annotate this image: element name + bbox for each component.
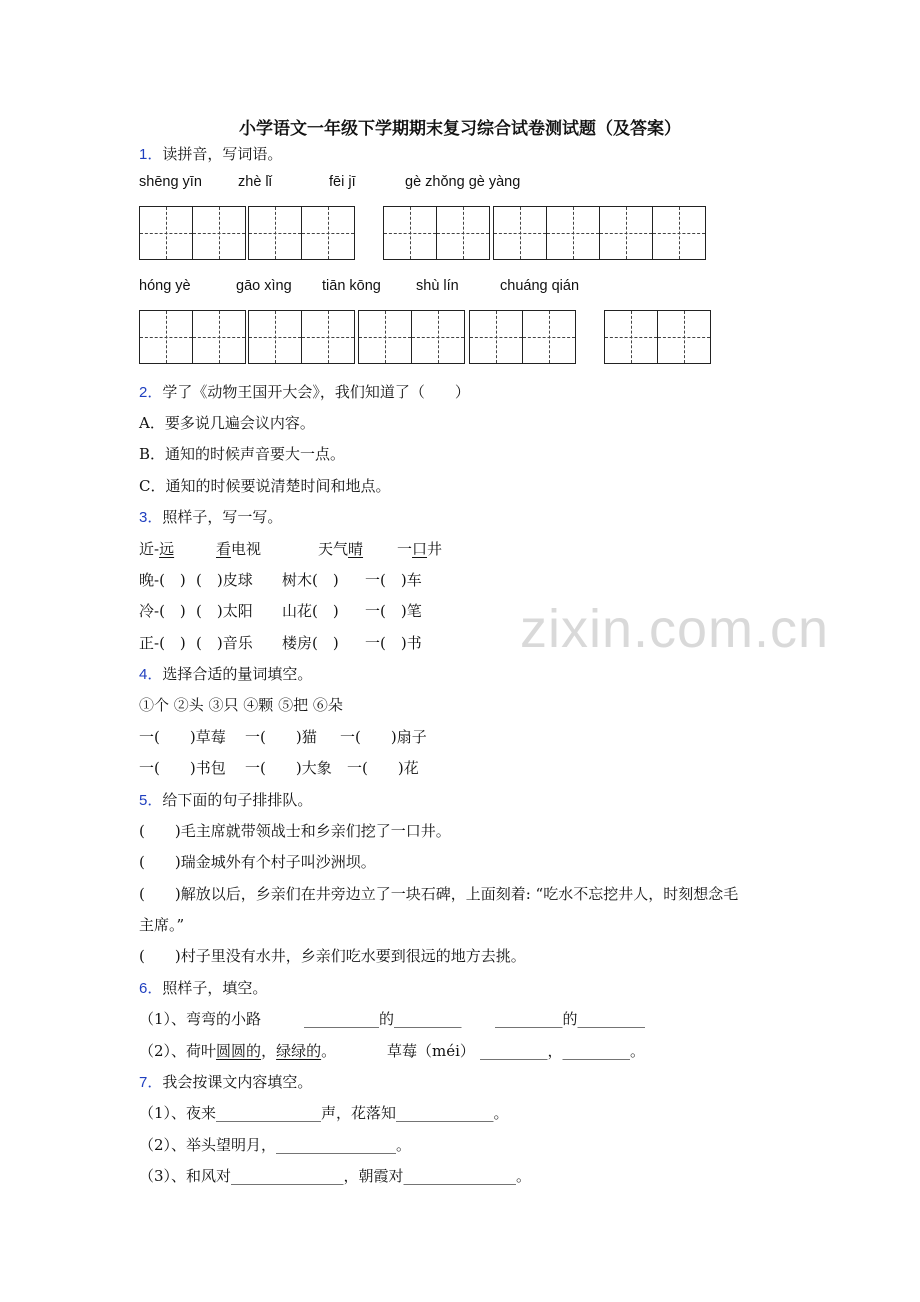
fill-blank[interactable]: 一( )花 xyxy=(347,759,419,777)
fill-blank[interactable]: 一( )扇子 xyxy=(340,728,427,746)
pinyin-label: chuáng qián xyxy=(500,278,580,294)
question-7-heading xyxy=(139,1071,312,1092)
pinyin-label: gè zhǒng gè yàng xyxy=(405,174,521,190)
writing-cell[interactable] xyxy=(412,310,465,364)
fill-blank[interactable]: _________，_________。 xyxy=(480,1042,646,1060)
question-4-heading xyxy=(139,663,312,684)
writing-cell[interactable] xyxy=(547,206,600,260)
example-phrase: 看电视 xyxy=(216,540,262,558)
question-number: 3． xyxy=(139,509,163,526)
writing-cell[interactable] xyxy=(302,206,355,260)
option-a[interactable]: A．要多说几遍会议内容。 xyxy=(139,414,315,432)
fill-blank[interactable]: 一( )车 xyxy=(365,571,422,589)
question-text: 学了《动物王国开大会》，我们知道了（ ） xyxy=(162,383,470,401)
pinyin-label: fēi jī xyxy=(329,174,356,190)
fill-blank[interactable]: （2）、举头望明月，________________。 xyxy=(139,1136,412,1154)
writing-cell[interactable] xyxy=(249,310,302,364)
writing-cell[interactable] xyxy=(140,310,193,364)
fill-blank[interactable]: _________的_________ xyxy=(495,1010,646,1028)
fill-blank[interactable]: 山花( ) xyxy=(282,602,339,620)
ordering-item[interactable]: ( )毛主席就带领战士和乡亲们挖了一口井。 xyxy=(139,822,451,840)
option-c[interactable]: C．通知的时候要说清楚时间和地点。 xyxy=(139,477,391,495)
fill-blank[interactable]: 一( )书 xyxy=(365,634,422,652)
fill-blank[interactable]: 一( )笔 xyxy=(365,602,422,620)
fill-blank[interactable]: ( )皮球 xyxy=(196,571,253,589)
writing-cell[interactable] xyxy=(523,310,576,364)
writing-grid[interactable] xyxy=(139,310,246,364)
fill-blank[interactable]: 冷-( ) xyxy=(139,602,186,620)
question-number: 7． xyxy=(139,1074,163,1091)
pinyin-label: shēng yīn xyxy=(139,174,202,190)
writing-grid[interactable] xyxy=(139,206,246,260)
writing-grid[interactable] xyxy=(383,206,490,260)
pinyin-label: hóng yè xyxy=(139,278,191,294)
question-number: 2． xyxy=(139,384,163,401)
writing-grid[interactable] xyxy=(493,206,706,260)
ordering-item-continuation: 主席。” xyxy=(139,916,185,934)
question-5-heading xyxy=(139,789,312,810)
example-antonym: 近-远 xyxy=(139,540,175,558)
measure-word-options: ①个 ②头 ③只 ④颗 ⑤把 ⑥朵 xyxy=(139,696,343,714)
fill-blank[interactable]: 一( )草莓 xyxy=(139,728,226,746)
fill-blank[interactable]: 一( )猫 xyxy=(245,728,317,746)
ordering-item[interactable]: ( )村子里没有水井，乡亲们吃水要到很远的地方去挑。 xyxy=(139,947,526,965)
writing-cell[interactable] xyxy=(193,206,246,260)
writing-cell[interactable] xyxy=(658,310,711,364)
fill-blank[interactable]: （3）、和风对_______________，朝霞对_______________。 xyxy=(139,1167,532,1185)
question-number: 1． xyxy=(139,146,163,163)
question-2-heading xyxy=(139,381,470,402)
writing-cell[interactable] xyxy=(302,310,355,364)
writing-cell[interactable] xyxy=(140,206,193,260)
question-number: 5． xyxy=(139,792,163,809)
writing-grid[interactable] xyxy=(248,310,355,364)
question-text: 读拼音，写词语。 xyxy=(162,145,283,163)
option-b[interactable]: B．通知的时候声音要大一点。 xyxy=(139,445,346,463)
fill-blank[interactable]: 楼房( ) xyxy=(282,634,339,652)
question-number: 4． xyxy=(139,666,163,683)
writing-grid[interactable] xyxy=(469,310,576,364)
pinyin-label: zhè lǐ xyxy=(238,174,272,190)
writing-cell[interactable] xyxy=(494,206,547,260)
example-sentence: （2）、荷叶圆圆的，绿绿的。 xyxy=(139,1042,337,1060)
writing-cell[interactable] xyxy=(470,310,523,364)
fill-blank[interactable]: ( )太阳 xyxy=(196,602,253,620)
writing-grid[interactable] xyxy=(358,310,465,364)
fill-blank[interactable]: 树木( ) xyxy=(282,571,339,589)
fill-blank[interactable]: 一( )大象 xyxy=(245,759,332,777)
writing-grid[interactable] xyxy=(248,206,355,260)
example-weather: 天气晴 xyxy=(318,540,364,558)
writing-grid[interactable] xyxy=(604,310,711,364)
writing-cell[interactable] xyxy=(249,206,302,260)
page-title: 小学语文一年级下学期期末复习综合试卷测试题（及答案） xyxy=(239,119,681,139)
pinyin-label: gāo xìng xyxy=(236,278,292,294)
example-phrase: （1）、弯弯的小路 xyxy=(139,1010,262,1028)
writing-cell[interactable] xyxy=(359,310,412,364)
question-1-heading xyxy=(139,143,282,164)
pinyin-label: shù lín xyxy=(416,278,459,294)
writing-cell[interactable] xyxy=(384,206,437,260)
fill-blank[interactable]: ( )音乐 xyxy=(196,634,253,652)
fill-blank[interactable]: 正-( ) xyxy=(139,634,186,652)
fill-blank[interactable]: （1）、夜来______________声，花落知_____________。 xyxy=(139,1104,509,1122)
question-6-heading xyxy=(139,977,267,998)
fill-blank[interactable]: 一( )书包 xyxy=(139,759,226,777)
writing-cell[interactable] xyxy=(437,206,490,260)
fill-blank[interactable]: 晚-( ) xyxy=(139,571,186,589)
ordering-item[interactable]: ( )瑞金城外有个村子叫沙洲坝。 xyxy=(139,853,376,871)
prompt-word: 草莓（méi） xyxy=(387,1042,475,1060)
writing-cell[interactable] xyxy=(193,310,246,364)
question-text: 选择合适的量词填空。 xyxy=(162,665,313,683)
writing-cell[interactable] xyxy=(600,206,653,260)
pinyin-label: tiān kōng xyxy=(322,278,381,294)
fill-blank[interactable]: __________的_________ xyxy=(304,1010,462,1028)
example-measure: 一口井 xyxy=(397,540,443,558)
question-text: 照样子，填空。 xyxy=(162,979,268,997)
watermark: zixin.com.cn xyxy=(520,599,830,659)
question-text: 照样子，写一写。 xyxy=(162,508,283,526)
question-text: 给下面的句子排排队。 xyxy=(162,791,313,809)
question-text: 我会按课文内容填空。 xyxy=(162,1073,313,1091)
writing-cell[interactable] xyxy=(653,206,706,260)
writing-cell[interactable] xyxy=(605,310,658,364)
question-number: 6． xyxy=(139,980,163,997)
ordering-item[interactable]: ( )解放以后，乡亲们在井旁边立了一块石碑，上面刻着: “吃水不忘挖井人，时刻想念毛 xyxy=(139,885,739,903)
question-3-heading xyxy=(139,506,282,527)
